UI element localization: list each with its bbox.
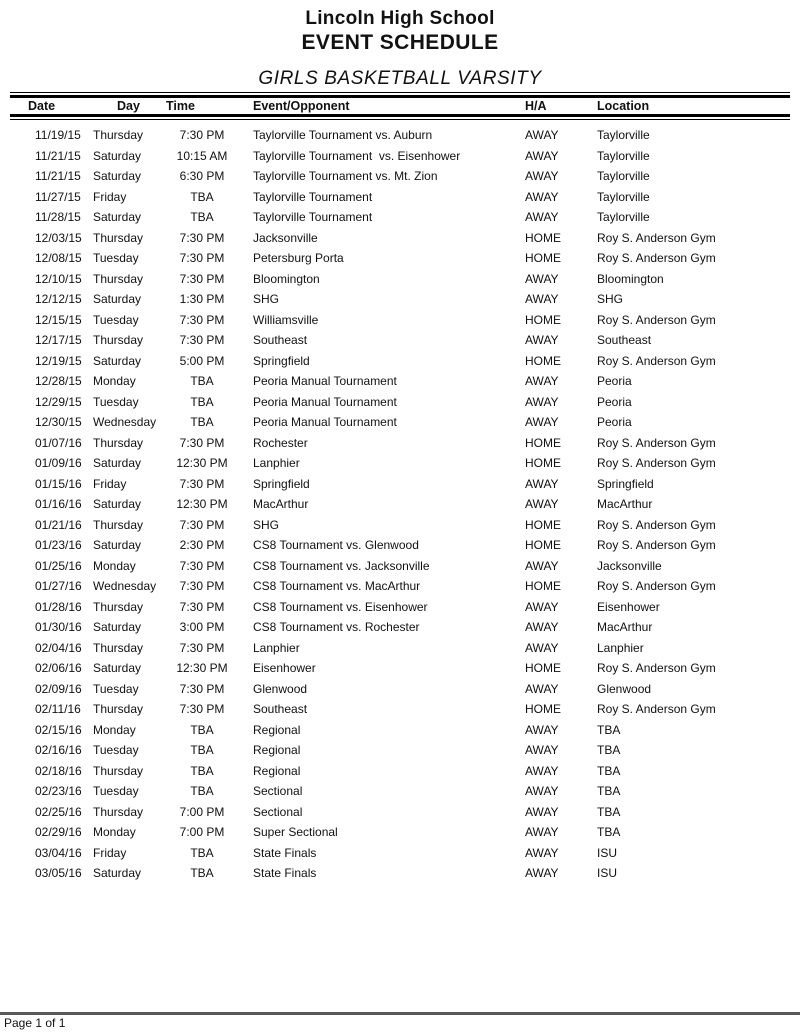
cell-location: TBA <box>597 804 621 819</box>
cell-event: Bloomington <box>253 271 320 286</box>
cell-time: TBA <box>190 415 214 430</box>
table-row <box>10 494 790 515</box>
cell-date: 02/29/16 <box>35 825 82 840</box>
header-day: Day <box>117 99 140 113</box>
table-row <box>10 146 790 167</box>
cell-time: 3:00 PM <box>179 620 225 635</box>
cell-ha: AWAY <box>525 825 559 840</box>
cell-day: Thursday <box>93 599 144 614</box>
table-row <box>10 556 790 577</box>
cell-time: TBA <box>190 743 214 758</box>
table-row <box>10 761 790 782</box>
table-row <box>10 125 790 146</box>
cell-ha: HOME <box>525 579 561 594</box>
cell-day: Monday <box>93 722 136 737</box>
cell-date: 01/27/16 <box>35 579 82 594</box>
cell-date: 12/03/15 <box>35 230 82 245</box>
cell-day: Tuesday <box>93 681 139 696</box>
cell-location: Bloomington <box>597 271 664 286</box>
cell-time: TBA <box>190 784 214 799</box>
cell-date: 12/30/15 <box>35 415 82 430</box>
cell-ha: HOME <box>525 538 561 553</box>
table-row <box>10 822 790 843</box>
cell-event: CS8 Tournament vs. Rochester <box>253 620 420 635</box>
cell-event: CS8 Tournament vs. MacArthur <box>253 579 421 594</box>
cell-date: 01/09/16 <box>35 456 82 471</box>
cell-event: Sectional <box>253 804 303 819</box>
cell-event: SHG <box>253 517 280 532</box>
cell-event: Regional <box>253 763 301 778</box>
cell-location: Southeast <box>597 333 652 348</box>
cell-location: Roy S. Anderson Gym <box>597 353 716 368</box>
cell-location: Lanphier <box>597 640 644 655</box>
table-row <box>10 371 790 392</box>
cell-ha: HOME <box>525 456 561 471</box>
cell-date: 11/27/15 <box>35 189 81 204</box>
cell-day: Saturday <box>93 661 142 676</box>
table-row <box>10 802 790 823</box>
cell-location: MacArthur <box>597 497 653 512</box>
cell-ha: AWAY <box>525 292 559 307</box>
table-row <box>10 289 790 310</box>
cell-date: 01/23/16 <box>35 538 82 553</box>
cell-event: CS8 Tournament vs. Jacksonville <box>253 558 430 573</box>
cell-location: TBA <box>597 784 621 799</box>
cell-time: TBA <box>190 374 214 389</box>
cell-event: CS8 Tournament vs. Glenwood <box>253 538 419 553</box>
cell-event: Lanphier <box>253 456 300 471</box>
table-row <box>10 330 790 351</box>
cell-ha: AWAY <box>525 374 559 389</box>
cell-date: 02/16/16 <box>35 743 82 758</box>
table-row <box>10 843 790 864</box>
cell-event: Petersburg Porta <box>253 251 344 266</box>
cell-date: 12/15/15 <box>35 312 82 327</box>
cell-time: 7:30 PM <box>179 558 225 573</box>
cell-day: Thursday <box>93 333 144 348</box>
cell-date: 12/10/15 <box>35 271 82 286</box>
cell-date: 01/30/16 <box>35 620 82 635</box>
table-row <box>10 679 790 700</box>
cell-day: Friday <box>93 476 127 491</box>
cell-ha: AWAY <box>525 640 559 655</box>
cell-location: TBA <box>597 743 621 758</box>
cell-day: Tuesday <box>93 251 139 266</box>
cell-day: Thursday <box>93 702 144 717</box>
cell-event: Taylorville Tournament <box>253 210 373 225</box>
cell-location: Peoria <box>597 394 632 409</box>
cell-ha: AWAY <box>525 722 559 737</box>
cell-event: Super Sectional <box>253 825 338 840</box>
cell-location: Roy S. Anderson Gym <box>597 435 716 450</box>
cell-ha: HOME <box>525 230 561 245</box>
cell-time: 7:30 PM <box>179 517 225 532</box>
cell-day: Thursday <box>93 517 144 532</box>
cell-location: Taylorville <box>597 128 650 143</box>
cell-time: 7:00 PM <box>179 804 225 819</box>
cell-time: 7:30 PM <box>179 681 225 696</box>
cell-date: 03/05/16 <box>35 866 82 881</box>
cell-time: 7:30 PM <box>179 251 225 266</box>
document-header <box>0 7 800 90</box>
cell-ha: AWAY <box>525 845 559 860</box>
table-row <box>10 351 790 372</box>
cell-location: Roy S. Anderson Gym <box>597 230 716 245</box>
cell-time: TBA <box>190 866 214 881</box>
cell-ha: AWAY <box>525 148 559 163</box>
cell-day: Monday <box>93 374 136 389</box>
cell-day: Saturday <box>93 292 142 307</box>
cell-date: 12/08/15 <box>35 251 82 266</box>
cell-date: 02/04/16 <box>35 640 82 655</box>
cell-time: 2:30 PM <box>179 538 225 553</box>
cell-location: SHG <box>597 292 624 307</box>
table-row <box>10 228 790 249</box>
table-row <box>10 207 790 228</box>
cell-event: Taylorville Tournament <box>253 189 373 204</box>
cell-day: Thursday <box>93 804 144 819</box>
header-ha: H/A <box>525 99 547 113</box>
table-row <box>10 863 790 884</box>
cell-time: 12:30 PM <box>176 497 228 512</box>
cell-time: 7:30 PM <box>179 271 225 286</box>
cell-event: Peoria Manual Tournament <box>253 415 397 430</box>
cell-ha: AWAY <box>525 394 559 409</box>
table-row <box>10 781 790 802</box>
cell-time: 12:30 PM <box>176 661 228 676</box>
cell-date: 12/29/15 <box>35 394 82 409</box>
cell-event: Taylorville Tournament vs. Mt. Zion <box>253 169 438 184</box>
cell-location: Roy S. Anderson Gym <box>597 579 716 594</box>
cell-event: Lanphier <box>253 640 300 655</box>
cell-event: Rochester <box>253 435 308 450</box>
table-row <box>10 392 790 413</box>
table-row <box>10 658 790 679</box>
cell-ha: AWAY <box>525 497 559 512</box>
cell-time: 7:30 PM <box>179 640 225 655</box>
header-event: Event/Opponent <box>253 99 350 113</box>
cell-date: 12/12/15 <box>35 292 82 307</box>
cell-time: TBA <box>190 845 214 860</box>
cell-ha: AWAY <box>525 763 559 778</box>
cell-event: Regional <box>253 743 301 758</box>
header-date: Date <box>28 99 56 113</box>
cell-date: 02/15/16 <box>35 722 82 737</box>
cell-ha: AWAY <box>525 784 559 799</box>
cell-event: Jacksonville <box>253 230 318 245</box>
cell-ha: HOME <box>525 312 561 327</box>
cell-ha: AWAY <box>525 558 559 573</box>
cell-location: MacArthur <box>597 620 653 635</box>
cell-location: Roy S. Anderson Gym <box>597 517 716 532</box>
cell-location: Taylorville <box>597 210 650 225</box>
header-time: Time <box>166 99 195 113</box>
cell-date: 02/11/16 <box>35 702 81 717</box>
cell-time: 5:00 PM <box>179 353 225 368</box>
cell-date: 01/21/16 <box>35 517 82 532</box>
cell-location: Peoria <box>597 415 632 430</box>
table-row <box>10 515 790 536</box>
cell-event: Eisenhower <box>253 661 316 676</box>
cell-location: ISU <box>597 866 618 881</box>
cell-ha: AWAY <box>525 599 559 614</box>
cell-time: 7:30 PM <box>179 312 225 327</box>
cell-time: 10:15 AM <box>176 148 228 163</box>
cell-event: SHG <box>253 292 280 307</box>
cell-time: TBA <box>190 722 214 737</box>
cell-date: 01/07/16 <box>35 435 82 450</box>
cell-date: 01/15/16 <box>35 476 82 491</box>
table-body <box>10 125 790 884</box>
cell-ha: HOME <box>525 702 561 717</box>
cell-day: Wednesday <box>93 579 157 594</box>
school-name: Lincoln High School <box>305 8 495 29</box>
cell-ha: HOME <box>525 251 561 266</box>
table-row <box>10 187 790 208</box>
cell-time: 7:30 PM <box>179 333 225 348</box>
cell-ha: AWAY <box>525 169 559 184</box>
table-row <box>10 720 790 741</box>
cell-day: Tuesday <box>93 394 139 409</box>
document-title: EVENT SCHEDULE <box>301 31 499 54</box>
cell-event: Williamsville <box>253 312 319 327</box>
cell-day: Friday <box>93 189 127 204</box>
cell-location: Glenwood <box>597 681 652 696</box>
cell-time: 6:30 PM <box>179 169 225 184</box>
cell-day: Wednesday <box>93 415 157 430</box>
cell-location: Eisenhower <box>597 599 660 614</box>
cell-time: TBA <box>190 189 214 204</box>
cell-time: TBA <box>190 394 214 409</box>
cell-location: Roy S. Anderson Gym <box>597 538 716 553</box>
cell-day: Saturday <box>93 148 142 163</box>
cell-day: Monday <box>93 825 136 840</box>
cell-event: Southeast <box>253 333 308 348</box>
cell-time: 7:30 PM <box>179 599 225 614</box>
cell-ha: AWAY <box>525 743 559 758</box>
cell-ha: HOME <box>525 435 561 450</box>
cell-day: Saturday <box>93 169 142 184</box>
cell-time: 1:30 PM <box>179 292 225 307</box>
cell-date: 02/23/16 <box>35 784 82 799</box>
cell-time: 7:30 PM <box>179 476 225 491</box>
cell-date: 11/28/15 <box>35 210 81 225</box>
cell-location: Jacksonville <box>597 558 662 573</box>
cell-date: 02/18/16 <box>35 763 82 778</box>
cell-date: 01/25/16 <box>35 558 82 573</box>
table-row <box>10 699 790 720</box>
cell-location: ISU <box>597 845 618 860</box>
table-row <box>10 310 790 331</box>
cell-location: Roy S. Anderson Gym <box>597 661 716 676</box>
cell-location: Roy S. Anderson Gym <box>597 251 716 266</box>
cell-date: 12/17/15 <box>35 333 82 348</box>
cell-day: Tuesday <box>93 312 139 327</box>
cell-event: State Finals <box>253 866 317 881</box>
cell-ha: AWAY <box>525 681 559 696</box>
cell-location: Taylorville <box>597 189 650 204</box>
cell-day: Thursday <box>93 230 144 245</box>
cell-time: 7:30 PM <box>179 579 225 594</box>
cell-location: Roy S. Anderson Gym <box>597 312 716 327</box>
cell-ha: HOME <box>525 353 561 368</box>
cell-event: State Finals <box>253 845 317 860</box>
table-row <box>10 433 790 454</box>
table-row <box>10 412 790 433</box>
cell-day: Saturday <box>93 210 142 225</box>
cell-time: 7:30 PM <box>179 702 225 717</box>
table-row <box>10 617 790 638</box>
cell-event: Glenwood <box>253 681 308 696</box>
cell-day: Tuesday <box>93 743 139 758</box>
cell-date: 02/09/16 <box>35 681 82 696</box>
table-row <box>10 576 790 597</box>
header-bottom-rule-thin <box>10 119 790 120</box>
schedule-table <box>10 92 790 884</box>
header-location: Location <box>597 99 650 113</box>
cell-day: Thursday <box>93 271 144 286</box>
cell-event: Southeast <box>253 702 308 717</box>
cell-date: 03/04/16 <box>35 845 82 860</box>
table-row <box>10 269 790 290</box>
cell-event: CS8 Tournament vs. Eisenhower <box>253 599 428 614</box>
cell-day: Saturday <box>93 456 142 471</box>
cell-day: Saturday <box>93 866 142 881</box>
cell-ha: AWAY <box>525 128 559 143</box>
cell-event: Springfield <box>253 476 310 491</box>
cell-date: 01/28/16 <box>35 599 82 614</box>
cell-day: Saturday <box>93 353 142 368</box>
table-row <box>10 638 790 659</box>
cell-time: 7:00 PM <box>179 825 225 840</box>
cell-ha: HOME <box>525 661 561 676</box>
cell-date: 11/21/15 <box>35 148 81 163</box>
cell-time: 7:30 PM <box>179 128 225 143</box>
table-row <box>10 597 790 618</box>
table-row <box>10 474 790 495</box>
team-subtitle: GIRLS BASKETBALL VARSITY <box>258 68 542 89</box>
cell-ha: AWAY <box>525 271 559 286</box>
cell-day: Thursday <box>93 435 144 450</box>
cell-day: Thursday <box>93 640 144 655</box>
cell-event: Sectional <box>253 784 303 799</box>
cell-ha: AWAY <box>525 866 559 881</box>
cell-ha: AWAY <box>525 476 559 491</box>
cell-event: MacArthur <box>253 497 309 512</box>
cell-event: Peoria Manual Tournament <box>253 394 397 409</box>
cell-event: Taylorville Tournament vs. Eisenhower <box>253 148 461 163</box>
cell-location: Roy S. Anderson Gym <box>597 702 716 717</box>
cell-day: Saturday <box>93 497 142 512</box>
cell-time: TBA <box>190 210 214 225</box>
cell-date: 02/06/16 <box>35 661 82 676</box>
cell-time: 7:30 PM <box>179 230 225 245</box>
cell-event: Regional <box>253 722 301 737</box>
table-row <box>10 535 790 556</box>
table-header-row <box>10 98 790 114</box>
page-number: Page 1 of 1 <box>4 1016 66 1030</box>
cell-location: TBA <box>597 763 621 778</box>
cell-location: TBA <box>597 722 621 737</box>
cell-location: Taylorville <box>597 169 650 184</box>
cell-date: 12/19/15 <box>35 353 82 368</box>
cell-day: Monday <box>93 558 136 573</box>
cell-date: 02/25/16 <box>35 804 82 819</box>
cell-day: Thursday <box>93 128 144 143</box>
footer-rule <box>0 1012 800 1015</box>
cell-event: Taylorville Tournament vs. Auburn <box>253 128 433 143</box>
table-row <box>10 248 790 269</box>
cell-ha: AWAY <box>525 620 559 635</box>
cell-day: Friday <box>93 845 127 860</box>
cell-time: 12:30 PM <box>176 456 228 471</box>
cell-ha: AWAY <box>525 804 559 819</box>
cell-time: 7:30 PM <box>179 435 225 450</box>
cell-day: Saturday <box>93 620 142 635</box>
cell-date: 11/19/15 <box>35 128 81 143</box>
cell-date: 12/28/15 <box>35 374 82 389</box>
cell-location: Roy S. Anderson Gym <box>597 456 716 471</box>
cell-ha: HOME <box>525 517 561 532</box>
table-row <box>10 453 790 474</box>
cell-location: Peoria <box>597 374 632 389</box>
cell-ha: AWAY <box>525 210 559 225</box>
cell-date: 11/21/15 <box>35 169 81 184</box>
cell-day: Saturday <box>93 538 142 553</box>
cell-ha: AWAY <box>525 415 559 430</box>
table-row <box>10 166 790 187</box>
table-row <box>10 740 790 761</box>
cell-day: Thursday <box>93 763 144 778</box>
cell-event: Springfield <box>253 353 310 368</box>
cell-location: Taylorville <box>597 148 650 163</box>
cell-ha: AWAY <box>525 333 559 348</box>
cell-ha: AWAY <box>525 189 559 204</box>
cell-day: Tuesday <box>93 784 139 799</box>
cell-date: 01/16/16 <box>35 497 82 512</box>
cell-event: Peoria Manual Tournament <box>253 374 397 389</box>
cell-location: Springfield <box>597 476 654 491</box>
cell-time: TBA <box>190 763 214 778</box>
cell-location: TBA <box>597 825 621 840</box>
